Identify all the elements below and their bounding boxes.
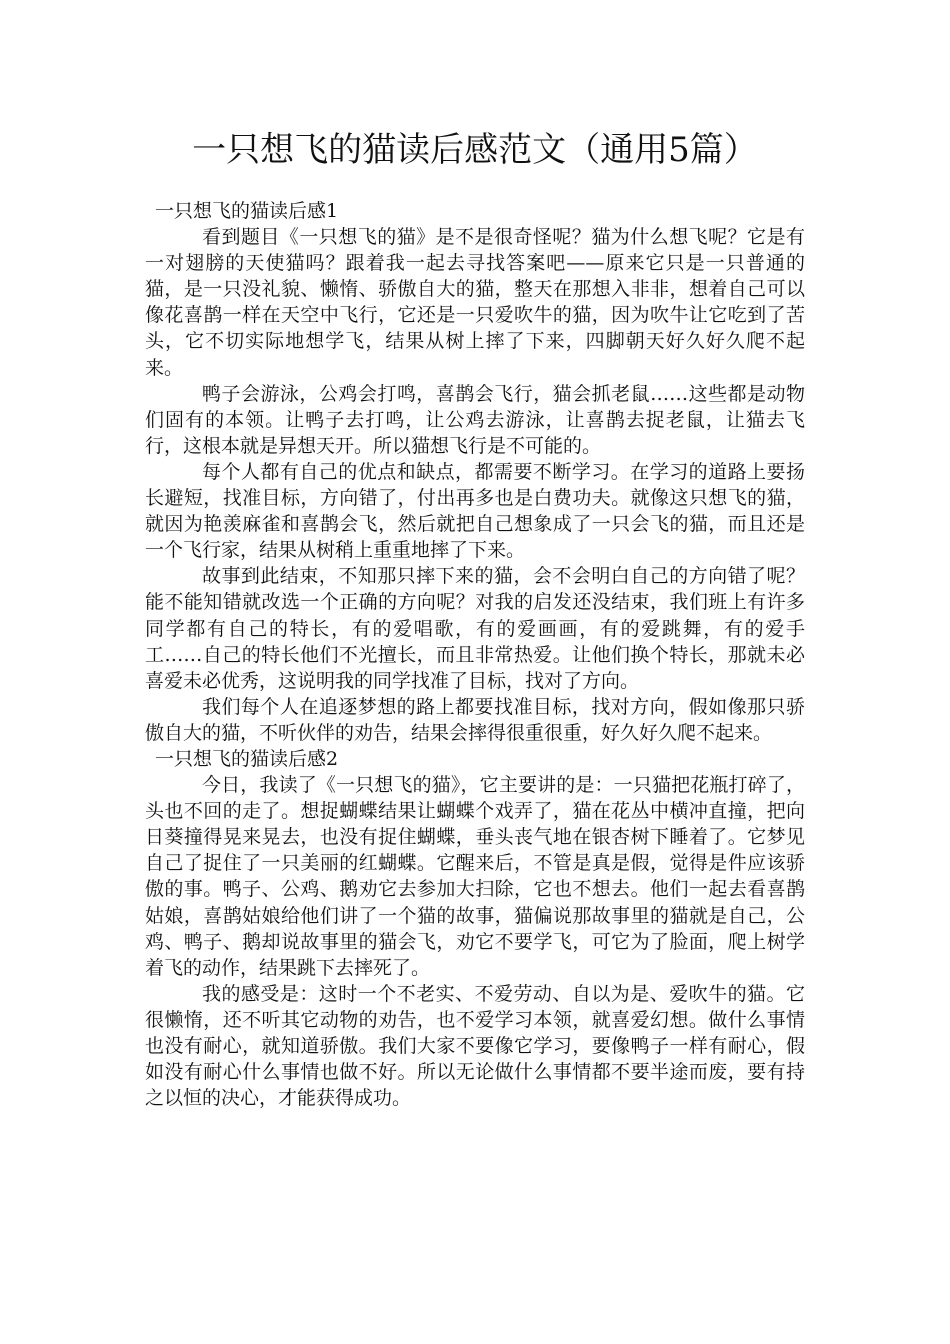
document-title: 一只想飞的猫读后感范文（通用5篇）: [192, 130, 758, 170]
section-heading: 一只想飞的猫读后感2: [155, 747, 339, 770]
paragraph: 今日，我读了《一只想飞的猫》，它主要讲的是：一只猫把花瓶打碎了，头也不回的走了。想捉蝴蝶结果让蝴蝶个戏弄了，猫在花丛中横冲直撞，把向日葵撞得晃来晃去，也没有捉住蝴蝶，垂头丧气地在银杏树下睡着了。它梦见自己了捉住了一只美丽的红蝴蝶。它醒来后，不管是真是假，觉得是件应该骄傲的事。鸭子、公鸡、鹅劝它去参加大扫除，它也不想去。他们一起去看喜鹊姑娘，喜鹊姑娘给他们讲了一个猫的故事，猫偏说那故事里的猫就是自己，公鸡、鸭子、鹅却说故事里的猫会飞，劝它不要学飞，可它为了脸面，爬上树学着飞的动作，结果跳下去摔死了。: [145, 774, 805, 979]
section-heading: 一只想飞的猫读后感1: [155, 200, 339, 222]
document-body: [145, 198, 805, 1111]
paragraph: 我们每个人在追逐梦想的路上都要找准目标，找对方向，假如像那只骄傲自大的猫，不听伙伴的劝告，结果会摔得很重很重，好久好久爬不起来。: [145, 695, 805, 744]
paragraph: 我的感受是：这时一个不老实、不爱劳动、自以为是、爱吹牛的猫。它很懒惰，还不听其它动物的劝告，也不爱学习本领，就喜爱幻想。做什么事情也没有耐心，就知道骄傲。我们大家不要像它学习，要像鸭子一样有耐心，假如没有耐心什么事情也做不好。所以无论做什么事情都不要半途而废，要有持之以恒的决心，才能获得成功。: [145, 982, 805, 1110]
paragraph: 每个人都有自己的优点和缺点，都需要不断学习。在学习的道路上要扬长避短，找准目标，方向错了，付出再多也是白费功夫。就像这只想飞的猫，就因为艳羡麻雀和喜鹊会飞，然后就把自己想象成了一只会飞的猫，而且还是一个飞行家，结果从树稍上重重地摔了下来。: [145, 460, 805, 562]
paragraph: 故事到此结束，不知那只摔下来的猫，会不会明白自己的方向错了呢？能不能知错就改选一个正确的方向呢？对我的启发还没结束，我们班上有许多同学都有自己的特长，有的爱唱歌，有的爱画画，有的爱跳舞，有的爱手工……自己的特长他们不光擅长，而且非常热爱。让他们换个特长，那就未必喜爱未必优秀，这说明我的同学找准了目标，找对了方向。: [145, 565, 805, 692]
paragraph: 鸭子会游泳，公鸡会打鸣，喜鹊会飞行，猫会抓老鼠……这些都是动物们固有的本领。让鸭子去打鸣，让公鸡去游泳，让喜鹊去捉老鼠，让猫去飞行，这根本就是异想天开。所以猫想飞行是不可能的。: [145, 382, 805, 457]
paragraph: 看到题目《一只想飞的猫》是不是很奇怪呢？猫为什么想飞呢？它是有一对翅膀的天使猫吗？跟着我一起去寻找答案吧——原来它只是一只普通的猫，是一只没礼貌、懒惰、骄傲自大的猫，整天在那想入非非，想着自己可以像花喜鹊一样在天空中飞行，它还是一只爱吹牛的猫，因为吹牛让它吃到了苦头，它不切实际地想学飞，结果从树上摔了下来，四脚朝天好久好久爬不起来。: [145, 226, 805, 379]
section-1: [145, 198, 805, 746]
section-2: [145, 746, 805, 1111]
